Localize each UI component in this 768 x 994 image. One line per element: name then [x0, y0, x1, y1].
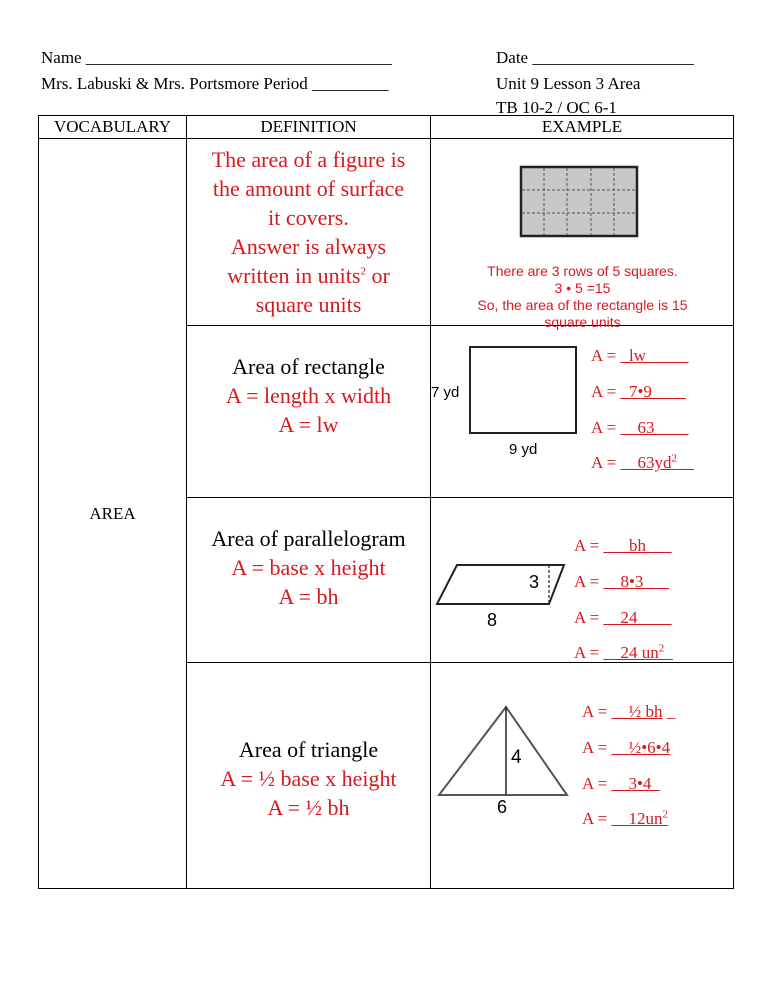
rectangle-step-2: A = _7•9____ — [591, 382, 686, 401]
teacher-period-line: Mrs. Labuski & Mrs. Portsmore Period _________ — [41, 74, 389, 93]
unit-line: Unit 9 Lesson 3 Area — [496, 74, 641, 93]
parallelogram-step-3: A = __24____ — [574, 608, 672, 627]
example-intro-line-4: square units — [544, 314, 621, 330]
name-blank[interactable]: ____________________________________ — [85, 48, 392, 67]
parallelogram-step-1: A = ___bh___ — [574, 536, 672, 555]
example-intro-line-1: There are 3 rows of 5 squares. — [487, 263, 678, 279]
example-intro — [431, 139, 734, 330]
header-definition: DEFINITION — [187, 116, 431, 139]
example-triangle — [431, 663, 734, 889]
definition-parallelogram — [187, 498, 431, 663]
triangle-height-label: 4 — [511, 747, 522, 768]
example-parallelogram — [431, 498, 734, 663]
definition-rectangle — [187, 326, 431, 498]
definition-triangle — [187, 663, 431, 889]
triangle-short: A = ½ bh — [267, 795, 350, 820]
example-rectangle — [431, 326, 734, 498]
date-line: Date ___________________ — [496, 48, 694, 67]
triangle-base-label: 6 — [497, 797, 508, 817]
header-example: EXAMPLE — [431, 116, 734, 139]
name-line: Name ____________________________________ — [41, 48, 392, 67]
rectangle-title: Area of rectangle — [232, 354, 385, 379]
parallelogram-short: A = bh — [278, 584, 339, 609]
parallelogram-title: Area of parallelogram — [211, 526, 406, 551]
parallelogram-formula: A = base x height — [231, 555, 386, 580]
header-vocabulary: VOCABULARY — [39, 116, 187, 139]
date-blank[interactable]: ___________________ — [532, 48, 694, 67]
parallelogram-step-2: A = __8•3___ — [574, 572, 669, 591]
period-blank[interactable]: _________ — [312, 74, 389, 93]
parallelogram-height-label: 3 — [529, 572, 540, 592]
triangle-step-3: A = __3•4_ — [582, 774, 660, 793]
definition-intro: The area of a figure is the amount of surface it covers. Answer is always written in units$^2$ or square units — [187, 139, 431, 326]
tb-line: TB 10-2 / OC 6-1 — [496, 98, 617, 117]
parallelogram-base-label: 8 — [487, 610, 498, 630]
triangle-step-4: $A = \_\_12un^2$ — [582, 808, 668, 828]
example-intro-line-3: So, the area of the rectangle is 15 — [477, 297, 688, 313]
vocabulary-table — [38, 115, 734, 889]
rectangle-short: A = lw — [278, 412, 339, 437]
parallelogram-step-4: A = __24 $un^2\_$ — [574, 642, 673, 662]
vocab-word: AREA — [89, 503, 136, 523]
rectangle-formula: A = length x width — [225, 383, 392, 408]
triangle-formula: A = ½ base x height — [220, 766, 397, 791]
rectangle-step-1: A = _lw_____ — [591, 346, 689, 365]
triangle-title: Area of triangle — [238, 737, 379, 762]
rectangle-step-3: A = __63____ — [591, 418, 689, 437]
vocab-cell — [39, 139, 187, 889]
rectangle-side-label: 7 yd — [431, 384, 460, 401]
rectangle-bottom-label: 9 yd — [509, 441, 538, 458]
triangle-step-1: A = __½ bh _ — [582, 702, 676, 721]
example-intro-line-2: 3 • 5 =15 — [554, 280, 611, 296]
triangle-step-2: A = __½•6•4 — [582, 738, 671, 757]
rectangle-step-4: $A = \_\_63yd^2\_\_$ — [591, 452, 694, 472]
